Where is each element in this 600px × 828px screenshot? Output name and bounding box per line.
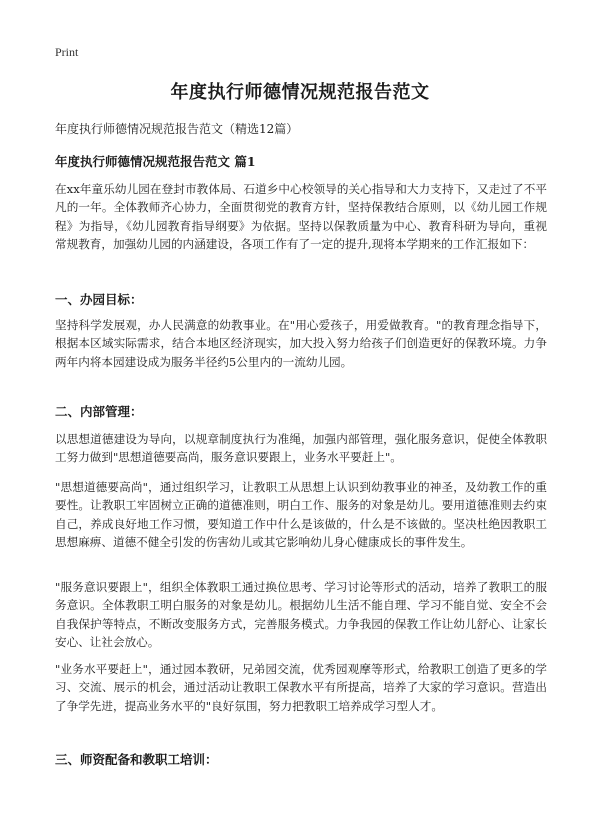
article-heading: 年度执行师德情况规范报告范文 篇1 xyxy=(55,154,256,169)
section-heading-management: 二、内部管理： xyxy=(55,404,143,419)
print-link[interactable]: Print xyxy=(55,45,79,59)
management-paragraph-2: "思想道德要高尚"，通过组织学习，让教职工从思想上认识到幼教事业的神圣，及幼教工作的重要性。让教职工牢固树立正确的道德准则，明白工作、服务的对象是幼儿。要用道德准则去约束自己，养成良好地工作习惯，要知道工作中什么是该做的，什么是不该做的。坚决杜绝因教职工思想麻痹、道德不健全引发的伤害幼儿或其它影响幼儿身心健康成长的事件发生。 xyxy=(55,480,547,550)
management-paragraph-1: 以思想道德建设为导向，以规章制度执行为准绳，加强内部管理，强化服务意识，促使全体教职工努力做到"思想道德要高尚，服务意识要跟上，业务水平要赶上"。 xyxy=(55,432,547,465)
section-heading-staffing: 三、师资配备和教职工培训： xyxy=(55,752,218,767)
document-subtitle: 年度执行师德情况规范报告范文（精选12篇） xyxy=(55,122,299,136)
goals-paragraph: 坚持科学发展观，办人民满意的幼教事业。在"用心爱孩子，用爱做教育。"的教育理念指导下，根据本区域实际需求，结合本地区经济现实，加大投入努力给孩子们创造更好的保教环境。力争两年内将本园建设成为服务半径约5公里内的一流幼儿园。 xyxy=(55,318,547,369)
section-heading-goals: 一、办园目标： xyxy=(55,292,143,307)
management-paragraph-3: "服务意识要跟上"，组织全体教职工通过换位思考、学习讨论等形式的活动，培养了教职工的服务意识。全体教职工明白服务的对象是幼儿。根据幼儿生活不能自理、学习不能自觉、安全不会自我保护等特点，不断改变服务方式，完善服务模式。力争我园的保教工作让幼儿舒心、让家长安心、让社会放心。 xyxy=(55,580,547,650)
management-paragraph-4: "业务水平要赶上"，通过园本教研，兄弟园交流，优秀园观摩等形式，给教职工创造了更多的学习、交流、展示的机会，通过活动让教职工保教水平有所提高，培养了大家的学习意识。营造出了争学先进，提高业务水平的"良好氛围，努力把教职工培养成学习型人才。 xyxy=(55,662,547,713)
intro-paragraph: 在xx年童乐幼儿园在登封市教体局、石道乡中心校领导的关心指导和大力支持下，又走过了不平凡的一年。全体教师齐心协力，全面贯彻党的教育方针，坚持保教结合原则，以《幼儿园工作规程》为指导，《幼儿园教育指导纲要》为依据。坚持以保教质量为中心、教育科研为导向，重视常规教育，加强幼儿园的内涵建设，各项工作有了一定的提升,现将本学期来的工作汇报如下： xyxy=(55,182,547,252)
page-title: 年度执行师德情况规范报告范文 xyxy=(170,82,430,103)
